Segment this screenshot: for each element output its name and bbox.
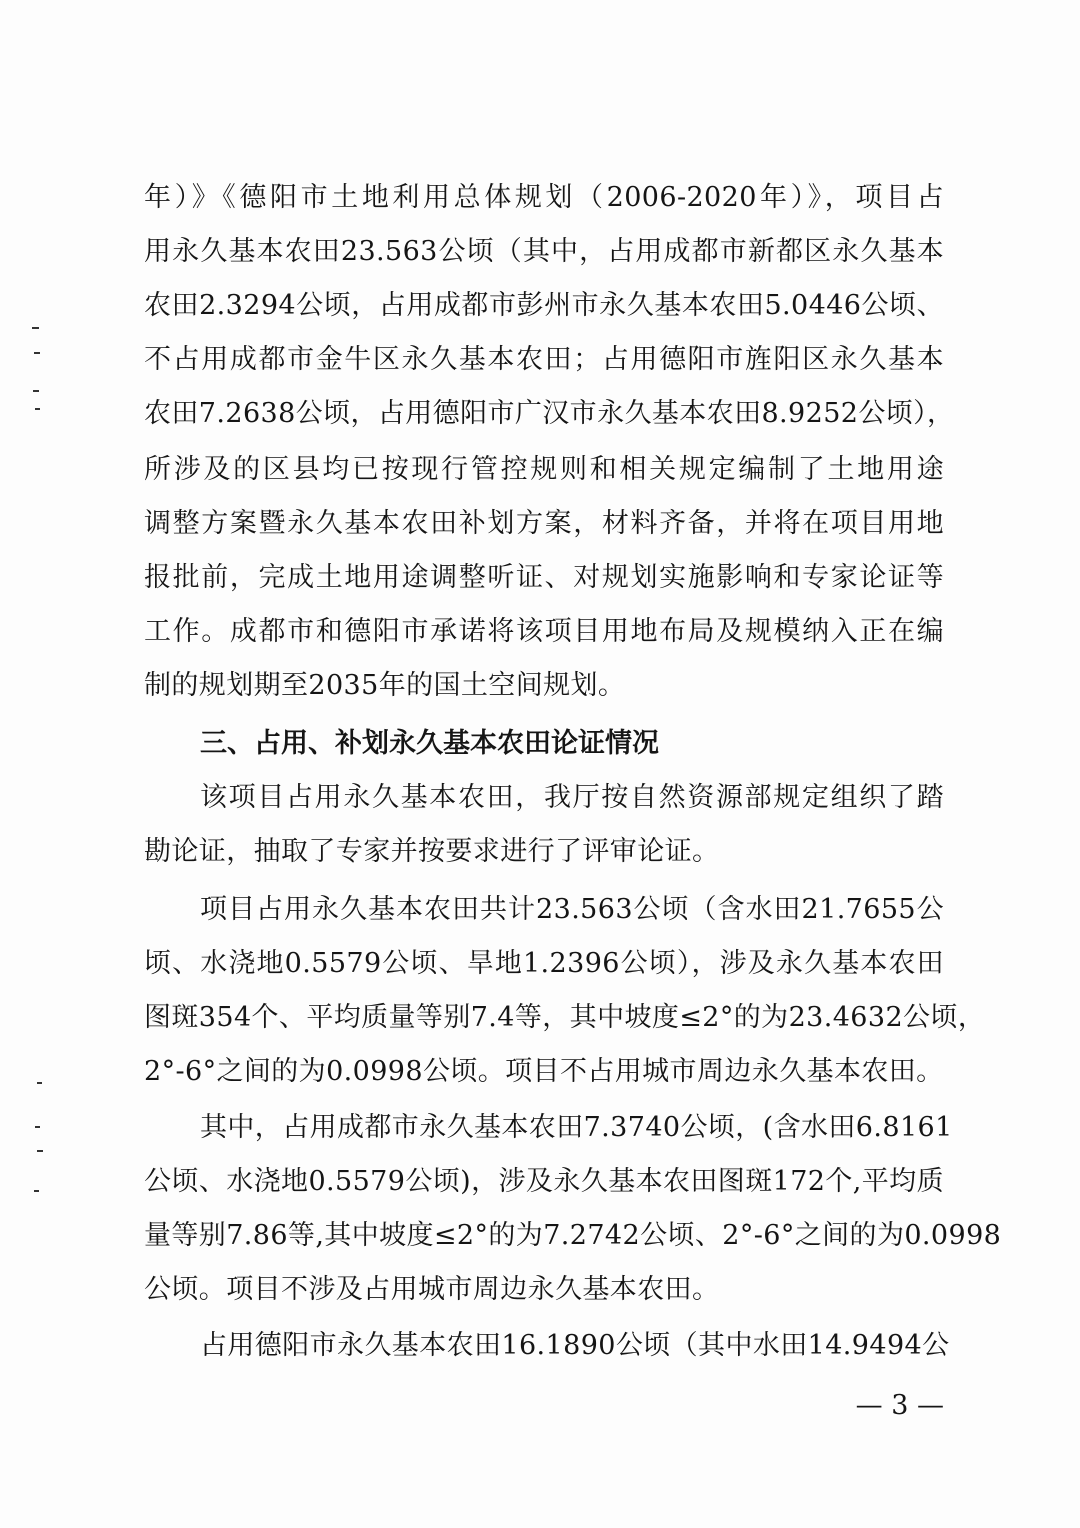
body-line: 顷、水浇地0.5579公顷、旱地1.2396公顷），涉及永久基本农田 xyxy=(144,948,944,979)
body-line: 其中，占用成都市永久基本农田7.3740公顷，(含水田6.8161 xyxy=(200,1112,953,1143)
scan-mark xyxy=(35,408,40,410)
body-line: 所涉及的区县均已按现行管控规则和相关规定编制了土地用途 xyxy=(144,454,944,485)
body-line: 年）》《德阳市土地利用总体规划（2006-2020年）》，项目占 xyxy=(144,182,944,213)
body-line: 勘论证，抽取了专家并按要求进行了评审论证。 xyxy=(144,836,720,867)
body-line: 农田2.3294公顷，占用成都市彭州市永久基本农田5.0446公顷、 xyxy=(144,290,944,321)
body-line: 项目占用永久基本农田共计23.563公顷（含水田21.7655公 xyxy=(200,894,944,925)
page-number: — 3 — xyxy=(855,1390,944,1421)
body-line: 占用德阳市永久基本农田16.1890公顷（其中水田14.9494公 xyxy=(200,1330,950,1361)
scan-mark xyxy=(37,1150,43,1152)
body-line: 公顷、水浇地0.5579公顷)，涉及永久基本农田图斑172个,平均质 xyxy=(144,1166,944,1197)
scan-mark xyxy=(32,327,39,329)
body-line: 工作。成都市和德阳市承诺将该项目用地布局及规模纳入正在编 xyxy=(144,616,944,647)
body-line: 不占用成都市金牛区永久基本农田；占用德阳市旌阳区永久基本 xyxy=(144,344,944,375)
body-line: 量等别7.86等,其中坡度≤2°的为7.2742公顷、2°-6°之间的为0.0998 xyxy=(144,1220,1002,1251)
body-line: 农田7.2638公顷，占用德阳市广汉市永久基本农田8.9252公顷）， xyxy=(144,398,955,429)
scan-mark xyxy=(35,1126,40,1128)
scan-mark xyxy=(34,352,40,354)
section-heading: 三、占用、补划永久基本农田论证情况 xyxy=(200,728,659,759)
body-line: 该项目占用永久基本农田，我厅按自然资源部规定组织了踏 xyxy=(200,782,944,813)
body-line: 图斑354个、平均质量等别7.4等，其中坡度≤2°的为23.4632公顷， xyxy=(144,1002,986,1033)
scan-mark xyxy=(37,1082,42,1084)
body-line: 公顷。项目不涉及占用城市周边永久基本农田。 xyxy=(144,1274,720,1305)
body-line: 制的规划期至2035年的国土空间规划。 xyxy=(144,670,626,701)
body-line: 报批前，完成土地用途调整听证、对规划实施影响和专家论证等 xyxy=(144,562,944,593)
scan-mark xyxy=(34,1190,39,1192)
scan-mark xyxy=(33,390,39,392)
body-line: 用永久基本农田23.563公顷（其中，占用成都市新都区永久基本 xyxy=(144,236,944,267)
body-line: 2°-6°之间的为0.0998公顷。项目不占用城市周边永久基本农田。 xyxy=(144,1056,944,1087)
body-line: 调整方案暨永久基本农田补划方案，材料齐备，并将在项目用地 xyxy=(144,508,944,539)
